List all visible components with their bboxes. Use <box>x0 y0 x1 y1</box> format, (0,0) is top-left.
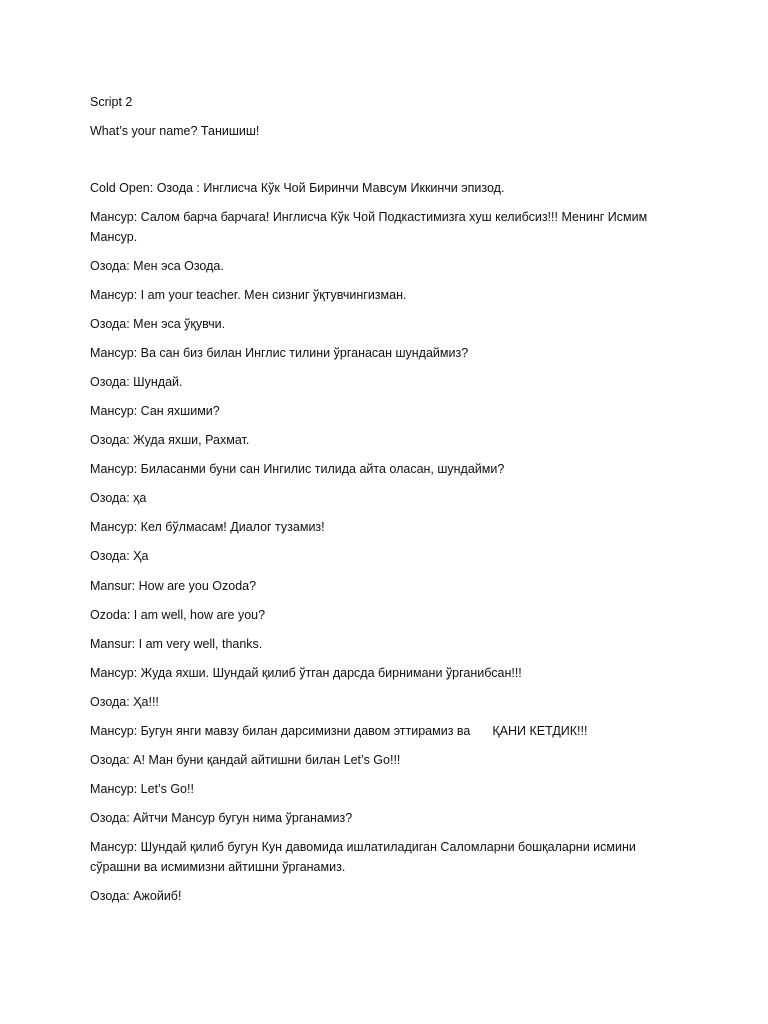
dialogue-line-7: Мансур: Сан яхшими? <box>90 404 220 418</box>
dialogue-line-14: Ozoda: I am well, how are you? <box>90 608 266 622</box>
dialogue-line-23: Озода: Ажойиб! <box>90 889 182 903</box>
script-title: Script 2 <box>90 95 133 109</box>
dialogue-line-6: Озода: Шундай. <box>90 375 183 389</box>
dialogue-line-4: Озода: Мен эса ўқувчи. <box>90 317 226 331</box>
dialogue-line-12: Озода: Ҳа <box>90 549 149 563</box>
dialogue-line-17: Озода: Ҳа!!! <box>90 695 159 709</box>
dialogue-line-5: Мансур: Ва сан биз билан Инглис тилини ўрганасан шундаймиз? <box>90 346 469 360</box>
dialogue-line-10: Озода: ҳа <box>90 491 147 505</box>
dialogue-line-19: Озода: А! Ман буни қандай айтишни билан Let’s Go!!! <box>90 753 401 767</box>
cold-open-line: Cold Open: Озода : Инглисча Кўк Чой Биринчи Мавсум Иккинчи эпизод. <box>90 181 505 195</box>
dialogue-line-22: Мансур: Шундай қилиб бугун Кун давомида ишлатиладиган Саломларни бошқаларни исмини сўрашни ва исмимизни айтишни ўрганамиз. <box>90 840 636 874</box>
dialogue-line-11: Мансур: Кел бўлмасам! Диалог тузамиз! <box>90 520 325 534</box>
dialogue-line-8: Озода: Жуда яхши, Рахмат. <box>90 433 250 447</box>
dialogue-line-18 <box>90 722 670 742</box>
dialogue-line-1: Мансур: Салом барча барчага! Инглисча Кўк Чой Подкастимизга хуш келибсиз!!! Менинг Исмим Мансур. <box>90 210 648 244</box>
dialogue-line-18-exclaim: ҚАНИ КЕТДИК!!! <box>492 724 588 738</box>
dialogue-line-2: Озода: Мен эса Озода. <box>90 259 224 273</box>
dialogue-line-13: Mansur: How are you Ozoda? <box>90 579 257 593</box>
dialogue-line-3: Мансур: I am your teacher. Мен сизниг ўқтувчингизман. <box>90 288 407 302</box>
dialogue-line-15: Mansur: I am very well, thanks. <box>90 637 263 651</box>
dialogue-line-16: Мансур: Жуда яхши. Шундай қилиб ўтган дарсда бирнимани ўрганибсан!!! <box>90 666 522 680</box>
dialogue-line-21: Озода: Айтчи Мансур бугун нима ўрганамиз? <box>90 811 353 825</box>
script-subtitle: What’s your name? Танишиш! <box>90 124 260 138</box>
dialogue-line-9: Мансур: Биласанми буни сан Ингилис тилида айта оласан, шундайми? <box>90 462 505 476</box>
dialogue-line-18-text: Мансур: Бугун янги мавзу билан дарсимизни давом эттирамиз ва <box>90 724 471 738</box>
dialogue-line-20: Мансур: Let’s Go!! <box>90 782 194 796</box>
